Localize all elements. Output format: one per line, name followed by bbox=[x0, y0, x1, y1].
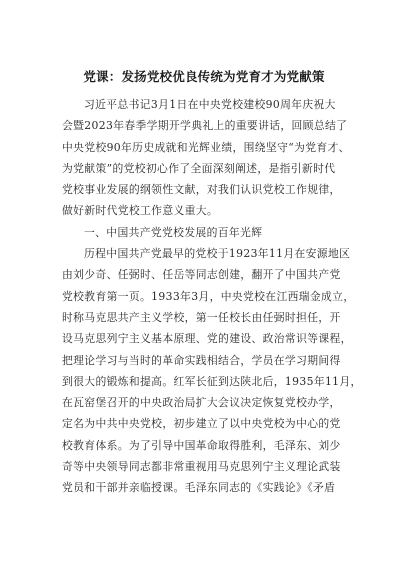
paragraph-line: 到很大的锻炼和提高。红军长征到达陕北后，1935年11月， bbox=[62, 374, 362, 388]
paragraph-line: 党校教育第一页。1933年3月，中央党校在江西瑞金成立， bbox=[62, 289, 355, 303]
paragraph-line: 历程中国共产党最早的党校于1923年11月在安源地区 bbox=[84, 247, 351, 261]
paragraph-1 bbox=[62, 94, 362, 222]
paragraph-line: 设马克思列宁主义基本原理、党的建设、政治常识等课程， bbox=[62, 332, 352, 346]
paragraph-line: 做好新时代党校工作意义重大。 bbox=[62, 204, 219, 218]
paragraph-line: 中央党校90年历史成就和光辉业绩，围绕坚守“为党育才、 bbox=[62, 140, 350, 154]
paragraph-line: 时称马克思共产主义学校，第一任校长由任弼时担任，开 bbox=[62, 310, 341, 324]
paragraph-line: 习近平总书记3月1日在中央党校建校90周年庆祝大 bbox=[84, 98, 336, 111]
paragraph-line: 党校事业发展的纲领性文献，对我们认识党校工作规律， bbox=[62, 183, 341, 197]
section-heading: 一、中国共产党党校发展的百年光辉 bbox=[84, 225, 263, 239]
paragraph-2 bbox=[62, 243, 362, 499]
document-body bbox=[62, 94, 362, 499]
paragraph-line: 由刘少奇、任弼时、任岳等同志创建，翻开了中国共产党 bbox=[62, 268, 341, 282]
paragraph-line: 奇等中央领导同志都非常重视用马克思列宁主义理论武装 bbox=[62, 460, 341, 474]
paragraph-line: 在瓦窑堡召开的中央政治局扩大会议决定恢复党校办学， bbox=[62, 396, 341, 410]
paragraph-line: 校教育体系。为了引导中国革命取得胜利，毛泽东、刘少 bbox=[62, 438, 341, 452]
paragraph-line: 定名为中共中央党校，初步建立了以中央党校为中心的党 bbox=[62, 417, 341, 431]
document-title: 党课：发扬党校优良传统为党育才为党献策 bbox=[83, 69, 325, 84]
paragraph-line: 把理论学习与当时的革命实践相结合，学员在学习期间得 bbox=[62, 353, 341, 367]
paragraph-line: 为党献策”的党校初心作了全面深刻阐述，是指引新时代 bbox=[62, 161, 336, 175]
paragraph-line: 党员和干部并亲临授课。毛泽东同志的《实践论》《矛盾 bbox=[62, 481, 336, 495]
paragraph-line: 会暨2023年春季学期开学典礼上的重要讲话，回顾总结了 bbox=[62, 119, 348, 133]
